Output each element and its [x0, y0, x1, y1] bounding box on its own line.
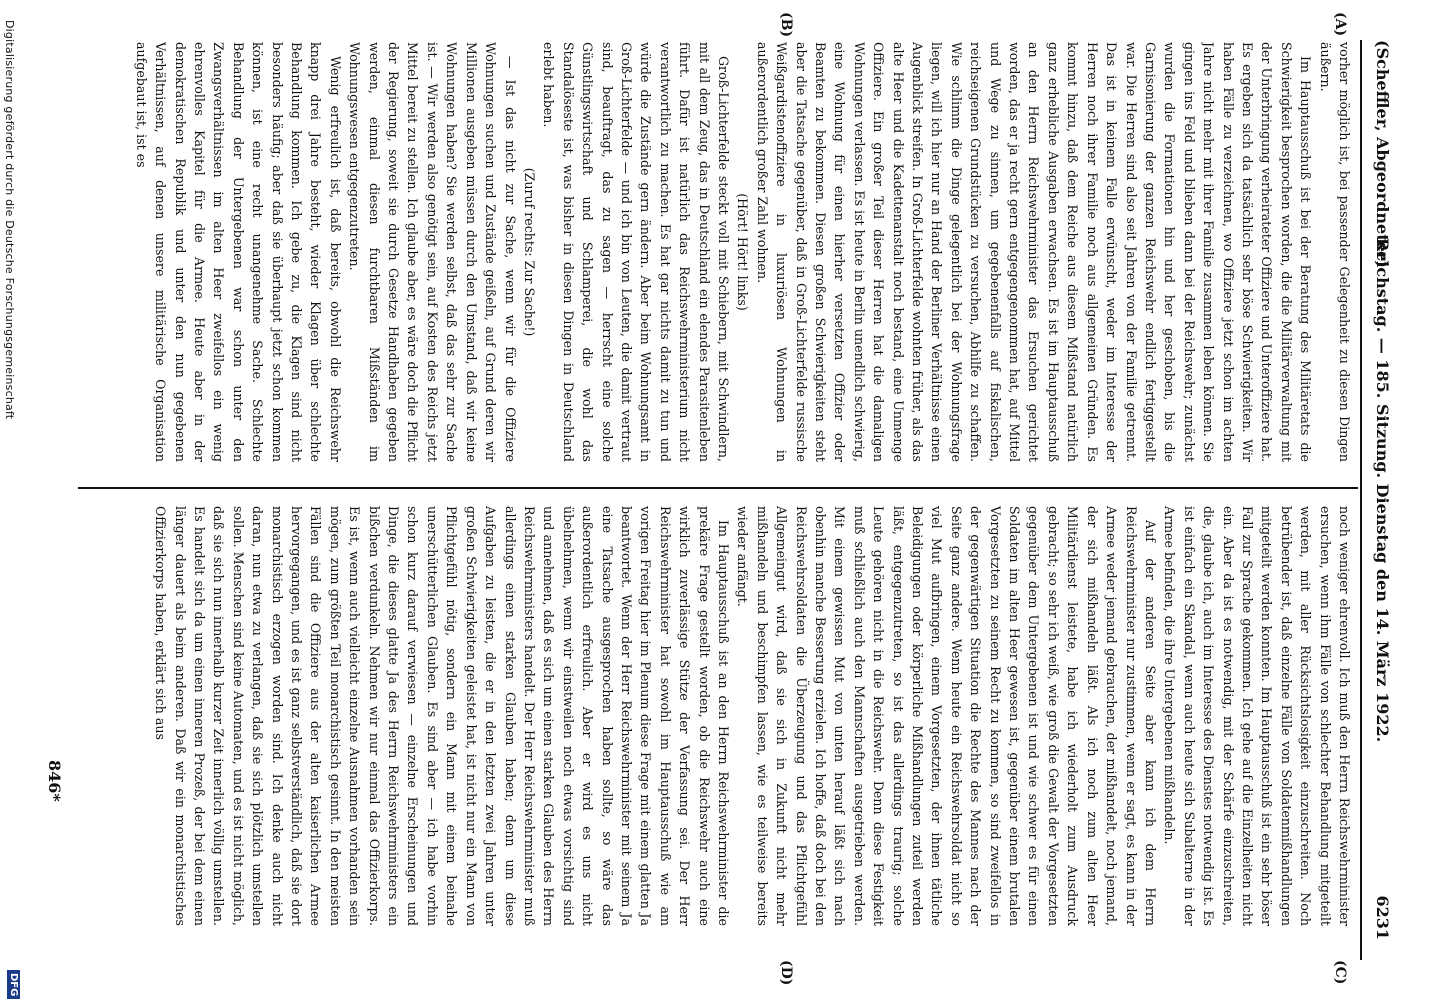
session-title: Reichstag. — 185. Sitzung. Dienstag den 14. März 1922.: [1373, 237, 1392, 743]
margin-mark-b: (B): [778, 12, 794, 38]
margin-mark-c: (C): [1332, 960, 1348, 985]
funding-footer: Digitalisierung gefördert durch die Deutsche Forschungsgemeinschaft: [3, 20, 16, 420]
interjection: (Hört! Hört! links): [735, 193, 751, 311]
paragraph: noch weniger ehrenvoll. Ich muß den Herrn Reichswehrminister ersuchen, wenn ihm Fälle von schlechter Behandlung mitgeteilt werden, mit aller Rücksichtslosigkeit einzuschreiten. Noch betrübender ist, daß einzelne Fälle von Soldatenmißhandlungen mitgeteilt werden konnten. Im Hauptausschuß ist ein sehr böser Fall zur Sprache gekommen. Ich gehe auf die Einzelheiten nicht ein. Aber da ist es notwendig, mit der Schärfe einzuschreiten, die, glaube ich, auch im Interesse des Dienstes notwendig ist. Es ist einfach ein Skandal, wenn auch heute sich Subalterne in der Armee befinden, die ihre Untergebenen mißhandeln.: [1162, 506, 1352, 926]
margin-mark-a: (A): [1332, 12, 1348, 37]
paragraph: Im Hauptausschuß ist bei der Beratung des Militäretats die Schwierigkeit besprochen worden, die die Militärverwaltung mit der Unterbringung verheirateter Offiziere und Unteroffiziere hat. Es ergeben sich da tatsächlich sehr böse Schwierigkeiten. Wir haben Fälle zu verzeichnen, wo Offiziere jetzt schon im achten Jahre nicht mehr mit ihrer Familie zusammen leben können. Sie gingen ins Feld und blieben dann bei der Reichswehr; zunächst wurden die Formationen hin und her geschoben, bis die Garnisonierung der ganzen Reichswehr endlich fertiggestellt war. Die Herren sind also seit Jahren von der Familie getrennt. Das ist in keinem Falle erwünscht, weder im Interesse der Herren noch ihrer Familie noch aus allgemeinen Gründen. Es kommt hinzu, daß dem Reiche aus diesem Mißstand natürlich ganz erhebliche Ausgaben erwachsen. Es ist im Hauptausschuß an den Herrn Reichswehrminister das Ersuchen gerichtet worden, das er ja recht gern entgegengenommen hat, auf Mittel und Wege zu sinnen, um gegebenenfalls auf fiskalischen, reichseigenen Grundstücken zu versuchen, Abhilfe zu schaffen. Wie schlimm die Dinge gelegentlich bei der Wohnungsfrage liegen, will ich hier nur an Hand der Berliner Verhältnisse einen Augenblick streifen. In Groß-Lichterfelde wohnten früher, als das alte Heer und die Kadettenanstalt noch bestand, eine Unmenge Offiziere. Ein großer Teil dieser Herren hat die damaligen Wohnungen verlassen. Es ist heute in Berlin unendlich schwierig, eine Wohnung für einen hierher versetzten Offizier oder Beamten zu bekommen. Diesen großen Schwierigkeiten steht aber die Tatsache gegenüber, daß in Groß-Lichterfelde russische Weißgardistenoffiziere in luxuriösen Wohnungen in außerordentlich großer Zahl wohnen.: [754, 42, 1314, 462]
paragraph: — Ist das nicht zur Sache, wenn wir für die Offiziere Wohnungen suchen und Zustände geißeln, auf Grund deren wir Millionen ausgeben müssen durch den Umstand, daß wir keine Wohnungen haben? Sie werden selbst, daß das sehr zur Sache ist. — Wir werden also genötigt sein, auf Kosten des Reichs jetzt Mittel bereit zu stellen. Ich glaube aber, es wäre doch die Pflicht der Regierung, soweit sie durch Gesetze Handhaben gegeben werden, einmal diesen furchtbaren Mißständen im Wohnungswesen entgegenzutreten.: [347, 42, 518, 462]
paragraph: Im Hauptausschuß ist an den Herrn Reichswehrminister die prekäre Frage gestellt worden, ob die Reichswehr auch eine wirklich zuverlässige Stütze der Verfassung sei. Der Herr Reichswehrminister hat sowohl im Hauptausschuß wie am vorigen Freitag hier im Plenum diese Frage mit einem glatten Ja beantwortet. Wenn der Herr Reichswehrminister mit seinem Ja eine Tatsache ausgesprochen haben sollte, so wäre das außerordentlich erfreulich. Aber er wird es uns nicht übelnehmen, wenn wir einstweilen noch etwas vorsichtig sind und annehmen, daß es sich um einen starken Glauben des Herrn Reichswehrministers handelt. Der Herr Reichswehrminister muß allerdings einen starken Glauben haben; denn um diese Aufgaben zu leisten, die er in den letzten zwei Jahren unter großen Schwierigkeiten geleistet hat, ist nicht nur ein Mann von Pflichtgefühl nötig, sondern ein Mann mit einem beinahe unerschütterlichen Glauben. Es sind aber — ich habe vorhin schon kurz darauf verwiesen — einzelne Erscheinungen und Dinge, die dieses glatte Ja des Herrn Reichswehrministers ein bißchen verdunkeln. Nehmen wir nur einmal das Offizierkorps. Es ist, wenn auch vielleicht einzelne Ausnahmen vorhanden sein mögen, zum größten Teil monarchistisch gesinnt. In den meisten Fällen sind die Offiziere aus der alten kaiserlichen Armee hervorgegangen, und es ist ganz selbstverständlich, daß sie dort monarchistisch erzogen worden sind. Ich denke auch nicht daran, nun etwa zu verlangen, daß sie sich plötzlich umstellen sollen. Menschen sind keine Automaten, und es ist nicht möglich, daß sie sich nun innerhalb kurzer Zeit innerlich völlig umstellen. Es handelt sich da um einen inneren Prozeß, der bei dem einen länger dauert als beim anderen. Daß wir ein monarchistisches Offizierkorps haben, erklärt sich aus: [153, 506, 731, 926]
paragraph: vorher möglich ist, bei passender Gelegenheit zu diesen Dingen äußern.: [1317, 42, 1352, 462]
header-rule: [1360, 40, 1362, 960]
page-header: [1366, 40, 1392, 940]
interjection: (Zuruf rechts: Zur Sache!): [521, 167, 537, 337]
page-signature: 846*: [45, 760, 64, 802]
paragraph: Auf der anderen Seite aber kann ich dem Herrn Reichswehrminister nur zustimmen, wenn er sagt, es kann in der Armee weder jemand gebrauchen, der mißhandelt, noch jemand, der sich mißhandeln läßt. Als ich noch zum alten Heer Militärdienst leistete, habe ich wiederholt zum Ausdruck gebracht; so sehr ich weiß, wie groß die Gewalt der Vorgesetzten gegenüber dem Untergebenen ist und wie schwer es für einen Soldaten im alten Heer gewesen ist, gegenüber einem brutalen Vorgesetzten zu seinem Recht zu kommen, so sind zweifellos in der gegenwärtigen Situation die Rechte des Mannes nach der Seite ganz andere. Wenn heute ein Reichswehrsoldat nicht so viel Mut aufbringen, einem Vorgesetzten, der ihnen tätliche Beleidigungen oder körperliche Mißhandlungen zuteil werden läßt, entgegenzutreten, so ist das allerdings traurig; solche Leute gehören nicht in die Reichswehr. Denn diese Festigkeit muß schließlich auch den Mannschaften ausgetrieben werden. Mit einem gewissen Mut von unten herauf läßt sich nach obenhin manche Besserung erzielen. Ich hoffe, daß doch bei den Reichswehrsoldaten die Überzeugung und das Pflichtgefühl Allgemeingut wird, daß sie sich in Zukunft nicht mehr mißhandeln und beschimpfen lassen, wie es teilweise bereits wieder anfängt.: [735, 506, 1158, 926]
speaker-tag: (Scheffler, Abgeordneter): [1373, 40, 1392, 268]
column-divider: [78, 487, 1358, 489]
dfg-logo: DFG: [7, 970, 20, 999]
left-column: [79, 42, 1354, 462]
paragraph: Groß-Lichterfelde steckt voll mit Schiebern, mit Schwindlern, mit all dem Zeug, das in Deutschland ein elendes Parasitenleben führt. Dafür ist natürlich das Reichswehrministerium nicht verantwortlich zu machen. Es hat gar nichts damit zu tun und würde die Zustände gern ändern. Aber beim Wohnungsamt in Groß-Lichterfelde — und ich bin von Leuten, die damit vertraut sind, beauftragt, das zu sagen — herrscht eine solche Günstlingswirtschaft und Schlamperei, die wohl das Standalöseste ist, was bisher in diesen Dingen in Deutschland erlebt haben.: [541, 42, 731, 462]
right-column: [79, 506, 1354, 926]
margin-mark-d: (D): [778, 960, 794, 986]
paragraph: Wenig erfreulich ist, daß bereits, obwohl die Reichswehr knapp drei Jahre besteht, wieder Klagen über schlechte Behandlung kommen. Ich gebe zu, die Klagen sind nicht besonders häufig; aber daß sie überhaupt jetzt schon kommen können, ist eine recht unangenehme Sache. Schlechte Behandlung der Untergebenen war schon unter den Zwangsverhältnissen im alten Heer zweifellos ein wenig ehrenvolles Kapitel für die Armee. Heute aber in der demokratischen Republik und unter den nun gegebenen Verhältnissen, auf denen unsere militärische Organisation aufgebaut ist, ist es: [133, 42, 343, 462]
page-number: 6231: [1373, 895, 1392, 940]
